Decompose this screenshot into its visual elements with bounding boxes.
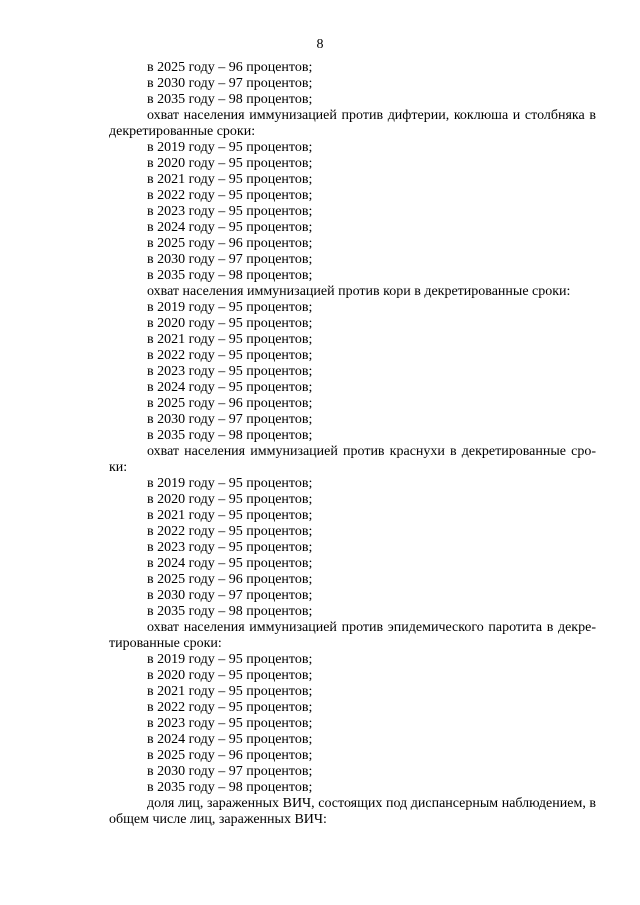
text-line: в 2019 году – 95 процентов; [147,140,313,155]
text-line: охват населения иммунизацией против эпидемического паротита в декре- [147,620,596,635]
text-line: в 2035 году – 98 процентов; [147,604,313,619]
text-line: в 2022 году – 95 процентов; [147,524,313,539]
text-line: в 2024 году – 95 процентов; [147,556,313,571]
text-line: в 2022 году – 95 процентов; [147,700,313,715]
text-line: в 2024 году – 95 процентов; [147,380,313,395]
text-line: в 2023 году – 95 процентов; [147,540,313,555]
text-line: в 2020 году – 95 процентов; [147,668,313,683]
text-line: в 2019 году – 95 процентов; [147,652,313,667]
text-line: в 2022 году – 95 процентов; [147,188,313,203]
text-line: в 2021 году – 95 процентов; [147,684,313,699]
text-line: в 2020 году – 95 процентов; [147,316,313,331]
text-line: охват населения иммунизацией против кори в декретированные сроки: [147,284,571,299]
document-body [109,60,596,828]
text-line: в 2020 году – 95 процентов; [147,156,313,171]
text-line: в 2019 году – 95 процентов; [147,300,313,315]
text-line: в 2021 году – 95 процентов; [147,332,313,347]
text-line: в 2023 году – 95 процентов; [147,204,313,219]
text-line: в 2025 году – 96 процентов; [147,236,313,251]
text-line: в 2035 году – 98 процентов; [147,268,313,283]
text-line: в 2030 году – 97 процентов; [147,588,313,603]
page-number: 8 [316,37,324,52]
text-line: в 2025 году – 96 процентов; [147,748,313,763]
text-line: в 2025 году – 96 процентов; [147,572,313,587]
text-line: в 2023 году – 95 процентов; [147,716,313,731]
text-line: в 2030 году – 97 процентов; [147,76,313,91]
text-line: в 2030 году – 97 процентов; [147,764,313,779]
text-line: в 2030 году – 97 процентов; [147,412,313,427]
text-line: в 2035 году – 98 процентов; [147,92,313,107]
text-line: в 2021 году – 95 процентов; [147,508,313,523]
text-line: в 2019 году – 95 процентов; [147,476,313,491]
text-line: общем числе лиц, зараженных ВИЧ: [109,812,327,827]
text-line: в 2035 году – 98 процентов; [147,428,313,443]
text-line: тированные сроки: [109,636,222,651]
text-line: в 2024 году – 95 процентов; [147,732,313,747]
text-line: в 2030 году – 97 процентов; [147,252,313,267]
text-line: доля лиц, зараженных ВИЧ, состоящих под диспансерным наблюдением, в [147,796,596,811]
text-line: в 2021 году – 95 процентов; [147,172,313,187]
text-line: в 2025 году – 96 процентов; [147,60,313,75]
text-line: охват населения иммунизацией против краснухи в декретированные сро- [147,444,596,459]
text-line: в 2035 году – 98 процентов; [147,780,313,795]
text-line: в 2024 году – 95 процентов; [147,220,313,235]
text-line: охват населения иммунизацией против дифтерии, коклюша и столбняка в [147,108,596,123]
text-line: ки: [109,460,128,475]
text-line: в 2022 году – 95 процентов; [147,348,313,363]
text-line: в 2023 году – 95 процентов; [147,364,313,379]
text-line: декретированные сроки: [109,124,256,139]
text-line: в 2025 году – 96 процентов; [147,396,313,411]
text-line: в 2020 году – 95 процентов; [147,492,313,507]
